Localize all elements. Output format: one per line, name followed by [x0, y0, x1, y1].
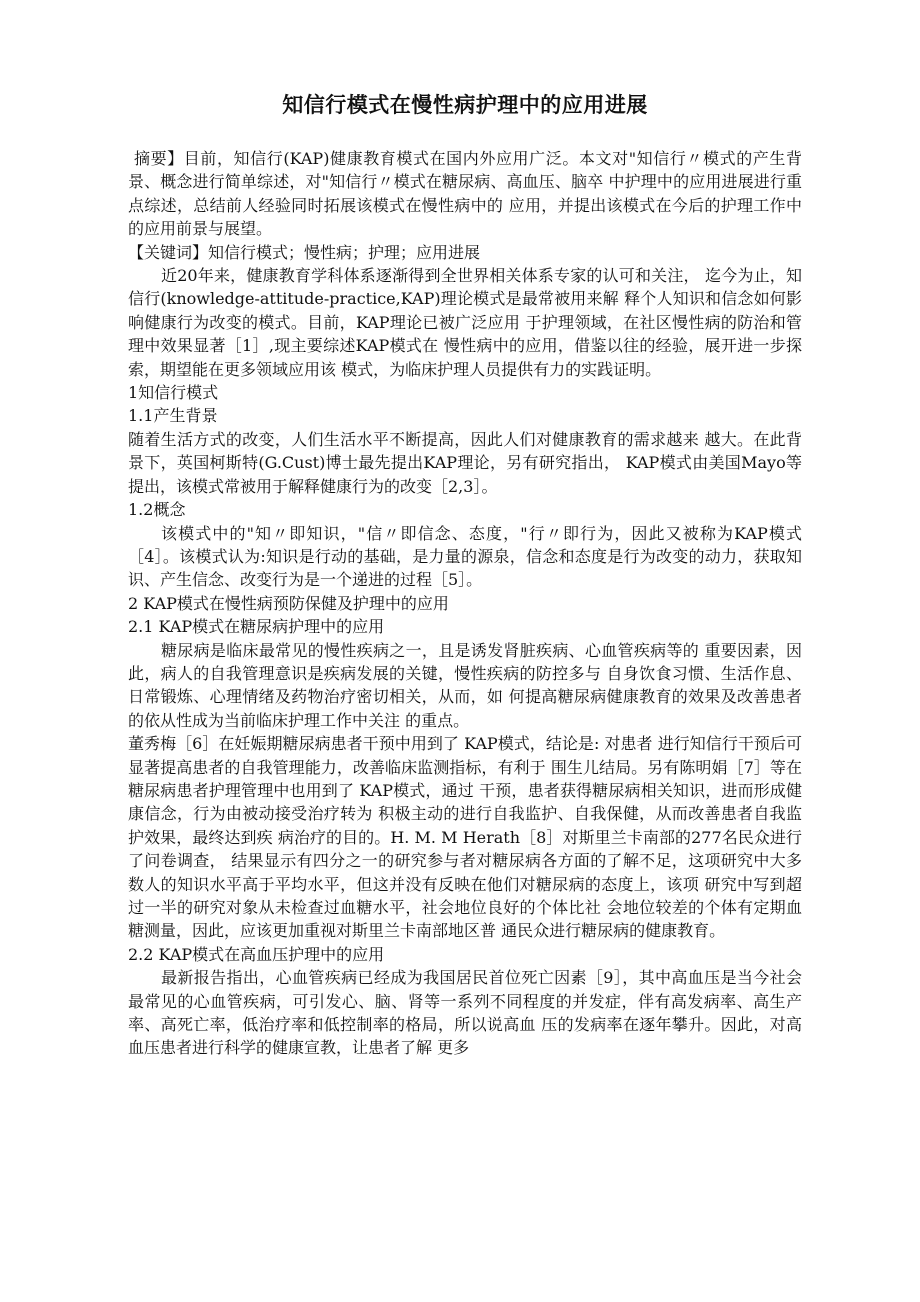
subsection-heading-1-1: 1.1产生背景 [128, 406, 218, 426]
keywords-line: 【关键词】知信行模式；慢性病；护理；应用进展 [128, 242, 481, 262]
intro-paragraph: 近20年来，健康教育学科体系逐渐得到全世界相关体系专家的认可和关注， 迄今为止，知信行(knowledge-attitude-practice,KAP)理论模式是最常被用来解 释个人知识和信念如何影响健康行为改变的模式。目前，KAP理论已被广泛应用 于护理领域，在社区慢性病的防治和管理中效果显著［1］,现主要综述KAP模式在 慢性病中的应用，借鉴以往的经验，展开进一步探索，期望能在更多领域应用该 模式，为临床护理人员提供有力的实践证明。 [128, 266, 802, 379]
subsection-heading-2-2: 2.2 KAP模式在高血压护理中的应用 [128, 944, 385, 964]
abstract-paragraph: 摘要】目前，知信行(KAP)健康教育模式在国内外应用广泛。本文对"知信行〃模式的产生背景、概念进行简单综述，对"知信行〃模式在糖尿病、高血压、脑卒 中护理中的应用进展进行重点综述，总结前人经验同时拓展该模式在慢性病中的 应用，并提出该模式在今后的护理工作中的应用前景与展望。 [128, 149, 802, 239]
section-heading-1: 1知信行模式 [128, 383, 219, 403]
paper-title: 知信行模式在慢性病护理中的应用进展 [282, 93, 648, 117]
subsection-heading-2-1: 2.1 KAP模式在糖尿病护理中的应用 [128, 617, 385, 637]
paragraph-2-1b: 董秀梅［6］在妊娠期糖尿病患者干预中用到了 KAP模式，结论是: 对患者 进行知信行干预后可显著提高患者的自我管理能力，改善临床监测指标，有利于 围生儿结局。另有陈明娟［7］等在糖尿病患者护理管理中也用到了 KAP模式，通过 干预，患者获得糖尿病相关知识，进而形成健康信念，行为由被动接受治疗转为 积极主动的进行自我监护、自我保健，从而改善患者自我监护效果，最终达到疾 病治疗的目的。H. M. M Herath［8］对斯里兰卡南部的277名民众进行了问卷调查， 结果显示有四分之一的研究参与者对糖尿病各方面的了解不足，这项研究中大多 数人的知识水平高于平均水平，但这并没有反映在他们对糖尿病的态度上，该项 研究中写到超过一半的研究对象从未检查过血糖水平，社会地位良好的个体比社 会地位较差的个体有定期血糖测量，因此，应该更加重视对斯里兰卡南部地区普 通民众进行糖尿病的健康教育。 [128, 734, 802, 941]
paragraph-1-2: 该模式中的"知〃即知识，"信〃即信念、态度，"行〃即行为，因此又被称为KAP模式［4］。该模式认为:知识是行动的基础，是力量的源泉，信念和态度是行为改变的动力，获取知识、产生信念、改变行为是一个递进的过程［5］。 [128, 523, 802, 590]
paragraph-2-2: 最新报告指出，心血管疾病已经成为我国居民首位死亡因素［9］，其中高血压是当今社会最常见的心血管疾病，可引发心、脑、肾等一系列不同程度的并发症，伴有高发病率、高生产率、高死亡率，低治疗率和低控制率的格局，所以说高血 压的发病率在逐年攀升。因此，对高血压患者进行科学的健康宣教，让患者了解 更多 [128, 968, 802, 1058]
section-heading-2: 2 KAP模式在慢性病预防保健及护理中的应用 [128, 593, 449, 613]
paragraph-2-1a: 糖尿病是临床最常见的慢性疾病之一，且是诱发肾脏疾病、心血管疾病等的 重要因素，因此，病人的自我管理意识是疾病发展的关键，慢性疾病的防控多与 自身饮食习惯、生活作息、日常锻炼、心理情绪及药物治疗密切相关，从而，如 何提高糖尿病健康教育的效果及改善患者的依从性成为当前临床护理工作中关注 的重点。 [128, 640, 802, 730]
paragraph-1-1: 随着生活方式的改变，人们生活水平不断提高，因此人们对健康教育的需求越来 越大。在此背景下，英国柯斯特(G.Cust)博士最先提出KAP理论，另有研究指出， KAP模式由美国Mayo等提出，该模式常被用于解释健康行为的改变［2,3］。 [128, 429, 802, 496]
subsection-heading-1-2: 1.2概念 [128, 500, 186, 520]
